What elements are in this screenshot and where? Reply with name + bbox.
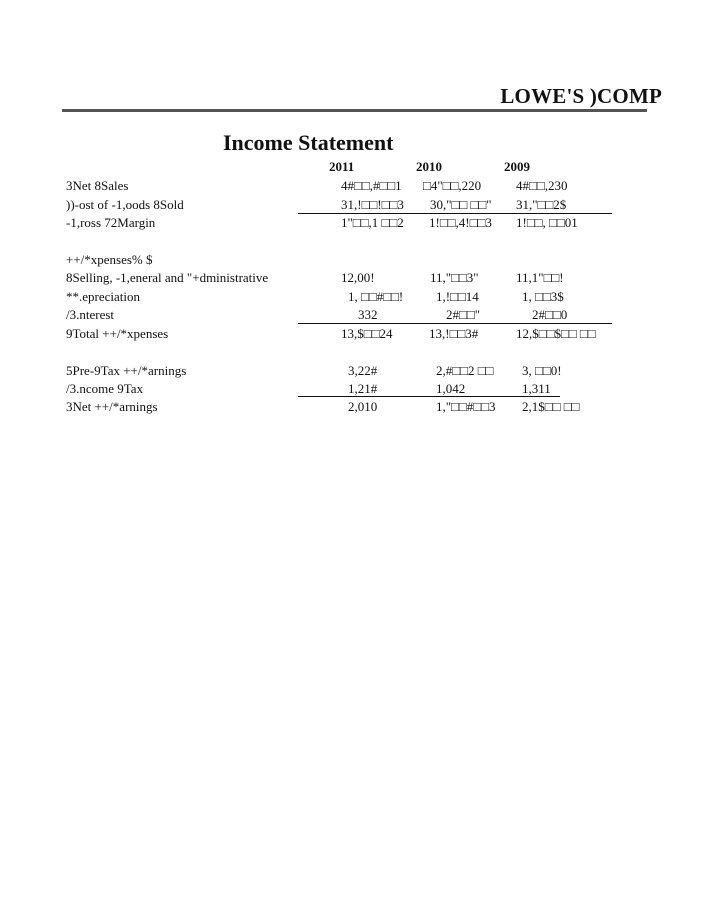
value-2010: 2,#□□2 □□ bbox=[436, 363, 494, 378]
value-2009: 2#□□0 bbox=[532, 307, 568, 322]
value-2011: 3,22# bbox=[348, 363, 378, 378]
value-2011: 13,$□□24 bbox=[341, 326, 393, 341]
value-2010: 1,042 bbox=[436, 381, 466, 396]
value-2011: 31,!□□!□□3 bbox=[341, 197, 404, 212]
subtotal-line bbox=[298, 213, 612, 214]
row-label: ))-ost of -1,oods 8Sold bbox=[66, 197, 184, 212]
value-2011: 1,21# bbox=[348, 381, 378, 396]
page-title: Income Statement bbox=[223, 130, 394, 155]
value-2009: 11,1"□□! bbox=[516, 270, 564, 285]
table-row bbox=[0, 326, 714, 344]
value-2010: 1,!□□14 bbox=[436, 289, 479, 304]
section-heading bbox=[0, 252, 714, 270]
value-2011: 1, □□#□□! bbox=[348, 289, 404, 304]
subtotal-line bbox=[298, 323, 612, 324]
table-row bbox=[0, 215, 714, 233]
value-2010: 2#□□" bbox=[446, 307, 481, 322]
year-header-2011: 2011 bbox=[329, 159, 355, 174]
year-header-2010: 2010 bbox=[416, 159, 442, 174]
value-2011: 332 bbox=[358, 307, 378, 322]
company-name: LOWE'S )COMP bbox=[500, 84, 662, 108]
header-divider bbox=[62, 109, 647, 112]
value-2011: 12,00! bbox=[341, 270, 375, 285]
value-2011: 4#□□,#□□1 bbox=[341, 178, 402, 193]
value-2009: 1,311 bbox=[522, 381, 551, 396]
value-2009: 3, □□0! bbox=[522, 363, 562, 378]
row-label: -1,ross 72Margin bbox=[66, 215, 156, 230]
table-row bbox=[0, 289, 714, 307]
value-2010: 30,"□□ □□" bbox=[430, 197, 492, 212]
value-2010: 1!□□,4!□□3 bbox=[429, 215, 492, 230]
table-row bbox=[0, 399, 714, 417]
value-2009: 1!□□, □□01 bbox=[516, 215, 578, 230]
table-row bbox=[0, 178, 714, 196]
value-2010: 11,"□□3" bbox=[430, 270, 479, 285]
value-2009: 1, □□3$ bbox=[522, 289, 564, 304]
subtotal-line bbox=[298, 396, 560, 397]
row-label: 3Net 8Sales bbox=[66, 178, 129, 193]
value-2010: 13,!□□3# bbox=[429, 326, 479, 341]
row-label: /3.ncome 9Tax bbox=[66, 381, 144, 396]
value-2011: 1"□□,1 □□2 bbox=[341, 215, 404, 230]
row-label: **.epreciation bbox=[66, 289, 140, 304]
row-label: /3.nterest bbox=[66, 307, 115, 322]
row-label: ++/*xpenses% $ bbox=[66, 252, 153, 267]
table-row bbox=[0, 270, 714, 288]
value-2009: 2,1$□□ □□ bbox=[522, 399, 580, 414]
row-label: 8Selling, -1,eneral and "+dministrative bbox=[66, 270, 269, 285]
row-label: 9Total ++/*xpenses bbox=[66, 326, 169, 341]
value-2009: 31,"□□2$ bbox=[516, 197, 567, 212]
value-2009: 12,$□□$□□ □□ bbox=[516, 326, 596, 341]
row-label: 3Net ++/*arnings bbox=[66, 399, 158, 414]
value-2009: 4#□□,230 bbox=[516, 178, 568, 193]
table-row bbox=[0, 363, 714, 381]
row-label: 5Pre-9Tax ++/*arnings bbox=[66, 363, 187, 378]
year-header-2009: 2009 bbox=[504, 159, 530, 174]
value-2010: □4"□□,220 bbox=[423, 178, 482, 193]
value-2011: 2,010 bbox=[348, 399, 378, 414]
value-2010: 1,"□□#□□3 bbox=[436, 399, 496, 414]
